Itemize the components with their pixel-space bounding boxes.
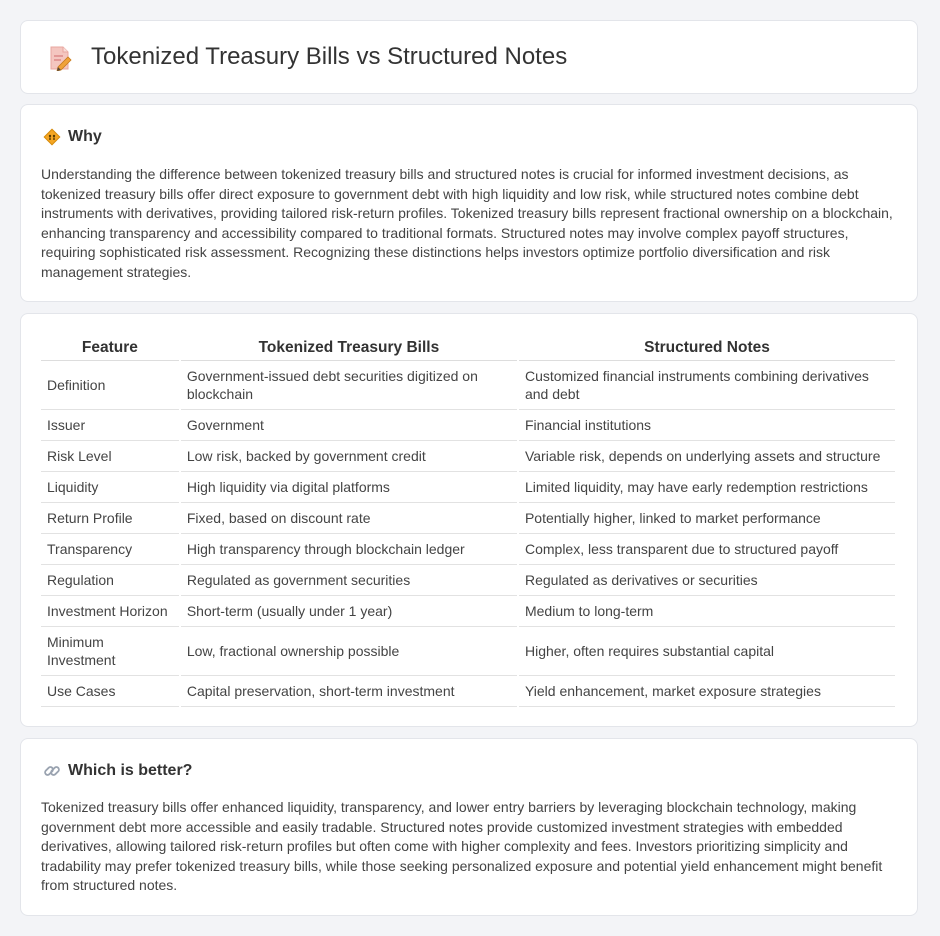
cell-tokenized: High liquidity via digital platforms <box>181 472 517 503</box>
page-title: Tokenized Treasury Bills vs Structured Notes <box>91 43 568 70</box>
table-row <box>41 361 895 410</box>
diamond-sign-icon <box>43 128 61 146</box>
cell-structured: Limited liquidity, may have early redemption restrictions <box>519 472 895 503</box>
table-row <box>41 596 895 627</box>
cell-tokenized: Capital preservation, short-term investment <box>181 676 517 707</box>
table-row <box>41 565 895 596</box>
table-row <box>41 441 895 472</box>
cell-tokenized: Fixed, based on discount rate <box>181 503 517 534</box>
table-row <box>41 534 895 565</box>
comparison-table-card <box>20 313 918 727</box>
which-is-better-heading: Which is better? <box>68 762 193 779</box>
cell-feature: Definition <box>41 361 179 410</box>
title-card <box>20 20 918 94</box>
cell-tokenized: Low risk, backed by government credit <box>181 441 517 472</box>
cell-feature: Risk Level <box>41 441 179 472</box>
cell-tokenized: Government-issued debt securities digitized on blockchain <box>181 361 517 410</box>
cell-feature: Minimum Investment <box>41 627 179 676</box>
cell-structured: Medium to long-term <box>519 596 895 627</box>
comparison-table <box>39 334 897 707</box>
cell-feature: Investment Horizon <box>41 596 179 627</box>
header-tokenized-treasury-bills: Tokenized Treasury Bills <box>181 334 517 361</box>
table-row <box>41 472 895 503</box>
cell-structured: Customized financial instruments combining derivatives and debt <box>519 361 895 410</box>
table-row <box>41 410 895 441</box>
table-header-row <box>41 334 895 361</box>
cell-feature: Regulation <box>41 565 179 596</box>
header-structured-notes: Structured Notes <box>519 334 895 361</box>
cell-feature: Return Profile <box>41 503 179 534</box>
table-row <box>41 503 895 534</box>
cell-feature: Transparency <box>41 534 179 565</box>
why-section <box>20 104 918 302</box>
cell-feature: Use Cases <box>41 676 179 707</box>
cell-tokenized: Government <box>181 410 517 441</box>
cell-structured: Financial institutions <box>519 410 895 441</box>
cell-structured: Potentially higher, linked to market performance <box>519 503 895 534</box>
header-feature: Feature <box>41 334 179 361</box>
cell-tokenized: High transparency through blockchain ledger <box>181 534 517 565</box>
link-icon <box>43 762 61 780</box>
why-text: Understanding the difference between tokenized treasury bills and structured notes is crucial for informed investment decisions, as tokenized treasury bills offer direct exposure to government debt with high liquidity and low risk, while structured notes combine debt instruments with derivatives, providing tailored risk-return profiles. Tokenized treasury bills represent fractional ownership on a blockchain, enhancing transparency and accessibility compared to traditional formats. Structured notes may involve complex payoff structures, requiring sophisticated risk assessment. Recognizing these distinctions helps investors optimize portfolio diversification and risk management strategies. <box>41 166 893 280</box>
cell-tokenized: Low, fractional ownership possible <box>181 627 517 676</box>
cell-structured: Regulated as derivatives or securities <box>519 565 895 596</box>
why-heading: Why <box>68 128 102 145</box>
cell-structured: Variable risk, depends on underlying assets and structure <box>519 441 895 472</box>
cell-structured: Yield enhancement, market exposure strategies <box>519 676 895 707</box>
table-row <box>41 676 895 707</box>
cell-tokenized: Short-term (usually under 1 year) <box>181 596 517 627</box>
cell-feature: Liquidity <box>41 472 179 503</box>
cell-structured: Complex, less transparent due to structured payoff <box>519 534 895 565</box>
which-is-better-section <box>20 738 918 916</box>
cell-feature: Issuer <box>41 410 179 441</box>
document-pencil-icon <box>47 45 73 71</box>
cell-structured: Higher, often requires substantial capital <box>519 627 895 676</box>
table-row <box>41 627 895 676</box>
cell-tokenized: Regulated as government securities <box>181 565 517 596</box>
which-is-better-text: Tokenized treasury bills offer enhanced liquidity, transparency, and lower entry barriers by leveraging blockchain technology, making government debt more accessible and easily tradable. Structured notes provide customized investment strategies with embedded derivatives, allowing tailored risk-return profiles but often come with higher complexity and fees. Investors prioritizing simplicity and tradability may prefer tokenized treasury bills, while those seeking personalized exposure and potential yield enhancement might benefit from structured notes. <box>41 799 883 893</box>
